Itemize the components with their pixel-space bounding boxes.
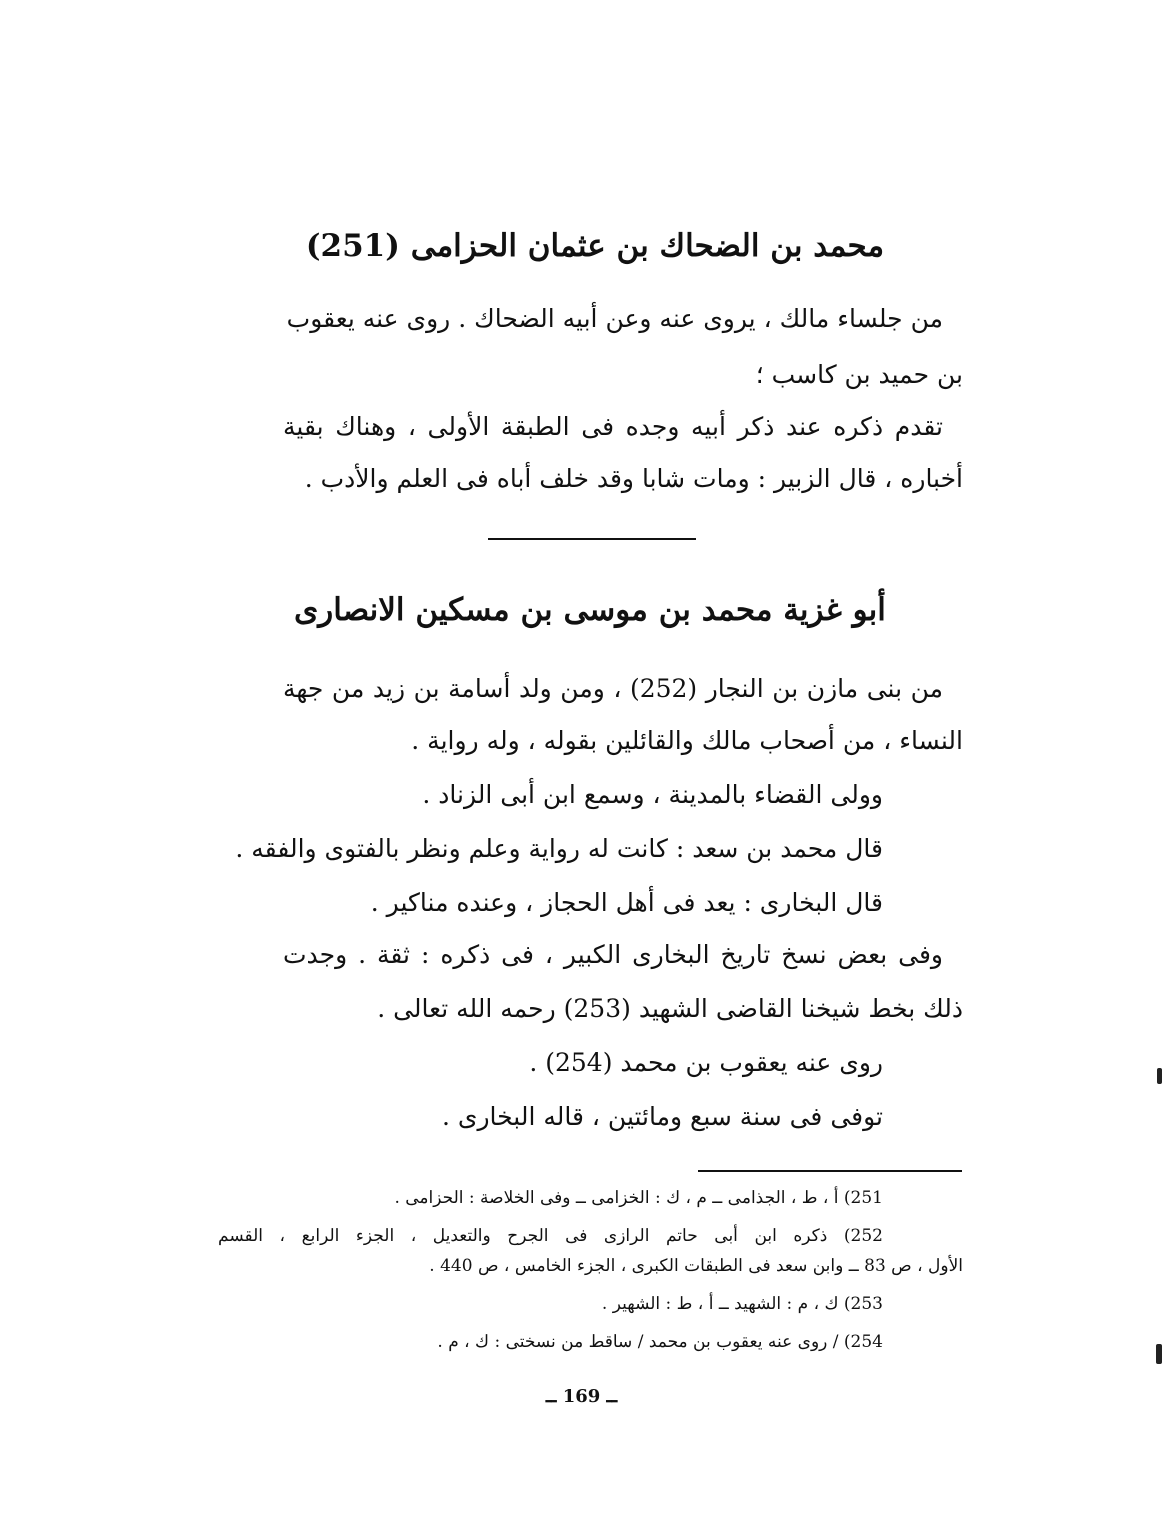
section-2-line-8: روى عنه يعقوب بن محمد (254) . (529, 1048, 883, 1077)
scan-edge-mark (1157, 1068, 1162, 1084)
section-1-line-1: من جلساء مالك ، يروى عنه وعن أبيه الضحاك . روى عنه يعقوب (286, 304, 943, 333)
section-2-line-7: ذلك بخط شيخنا القاضى الشهيد (253) رحمه الله تعالى . (377, 994, 963, 1023)
footnote-separator (698, 1170, 962, 1172)
footnote-252-line-1: 252) ذكره ابن أبى حاتم الرازى فى الجرح والتعديل ، الجزء الرابع ، القسم (218, 1226, 883, 1246)
section-2-line-6: وفى بعض نسخ تاريخ البخارى الكبير ، فى ذكره : ثقة . وجدت (283, 940, 943, 969)
footnote-254: 254) / روى عنه يعقوب بن محمد / ساقط من نسختى : ك ، م . (437, 1332, 883, 1352)
section-1-heading: محمد بن الضحاك بن عثمان الحزامى (251) (305, 228, 885, 264)
footnote-253: 253) ك ، م : الشهيد ــ أ ، ط : الشهير . (601, 1294, 883, 1314)
section-1-line-4: أخباره ، قال الزبير : ومات شابا وقد خلف أباه فى العلم والأدب . (304, 464, 963, 493)
section-2-line-9: توفى فى سنة سبع ومائتين ، قاله البخارى . (442, 1102, 883, 1131)
section-2-line-4: قال محمد بن سعد : كانت له رواية وعلم ونظر بالفتوى والفقه . (235, 834, 883, 863)
section-2-heading: أبو غزية محمد بن موسى بن مسكين الانصارى (294, 592, 886, 628)
section-1-line-2: بن حميد بن كاسب ؛ (755, 360, 963, 389)
scan-edge-mark (1156, 1344, 1162, 1364)
footnote-252-line-2: الأول ، ص 83 ــ وابن سعد فى الطبقات الكبرى ، الجزء الخامس ، ص 440 . (429, 1256, 963, 1276)
section-2-line-3: وولى القضاء بالمدينة ، وسمع ابن أبى الزناد . (422, 780, 883, 809)
section-2-line-5: قال البخارى : يعد فى أهل الحجاز ، وعنده مناكير . (370, 888, 883, 917)
section-2-line-2: النساء ، من أصحاب مالك والقائلين بقوله ، وله رواية . (411, 726, 963, 755)
footnote-251: 251) أ ، ط ، الجذامى ــ م ، ك : الخزامى ــ وفى الخلاصة : الحزامى . (394, 1188, 883, 1208)
section-separator (488, 538, 696, 540)
page-number: ــ 169 ــ (545, 1386, 618, 1407)
section-2-line-1: من بنى مازن بن النجار (252) ، ومن ولد أسامة بن زيد من جهة (283, 674, 943, 703)
section-1-line-3: تقدم ذكره عند ذكر أبيه وجده فى الطبقة الأولى ، وهناك بقية (283, 412, 943, 441)
